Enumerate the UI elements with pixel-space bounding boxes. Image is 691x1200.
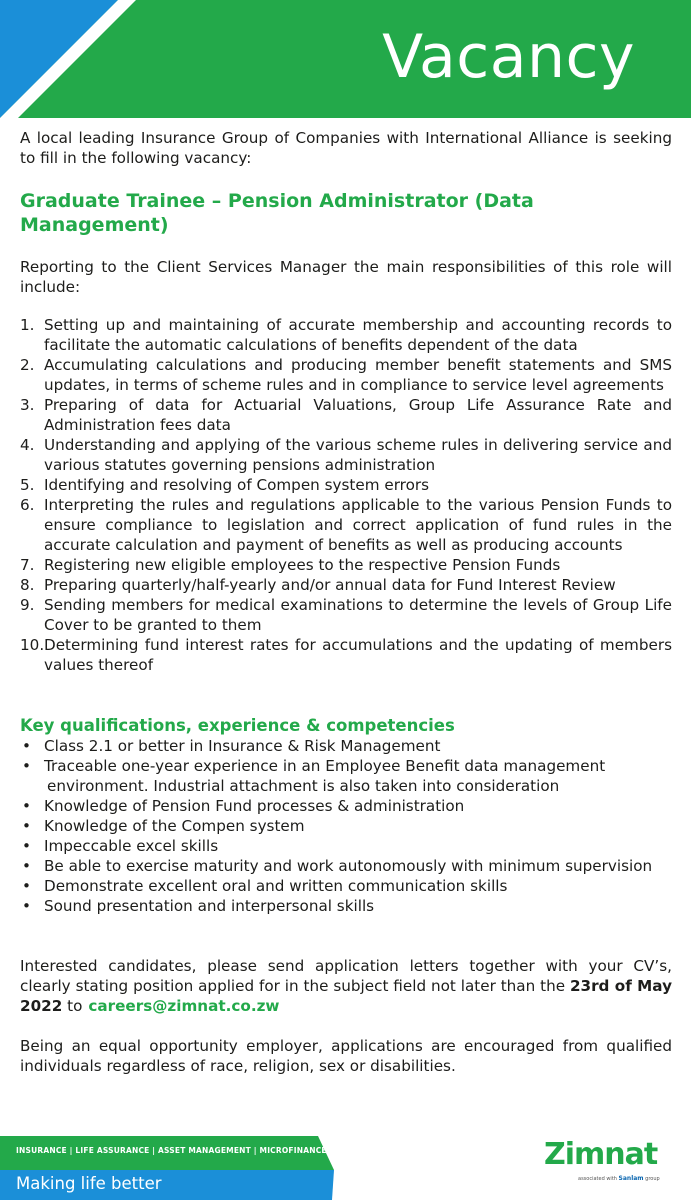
list-item [20,495,672,555]
list-item [20,395,672,435]
zimnat-logo [544,1138,672,1188]
services-list: INSURANCE | LIFE ASSURANCE | ASSET MANAGEMENT | MICROFINANCE [16,1146,327,1155]
list-item [20,635,672,675]
item-number: 1. [20,316,35,334]
logo-association [578,1175,660,1183]
item-text: Registering new eligible employees to the respective Pension Funds [44,556,561,574]
list-item [20,575,672,595]
sanlam-partner-name: Sanlam [618,1175,644,1182]
bullet-icon: • [22,857,31,875]
item-text-continued: environment. Industrial attachment is also taken into consideration [47,777,560,795]
item-text: Understanding and applying of the various scheme rules in delivering service and various statutes governing pensions administration [44,436,672,474]
application-instructions [20,956,672,1016]
application-to: to [62,997,83,1015]
item-text: Accumulating calculations and producing member benefit statements and SMS updates, in terms of scheme rules and in compliance to service level agreements [44,356,672,394]
item-text: Demonstrate excellent oral and written communication skills [44,877,508,895]
item-text: Determining fund interest rates for accumulations and the updating of members values thereof [44,636,672,674]
vacancy-content [20,128,672,1076]
qualifications-list [20,736,672,916]
responsibilities-list [20,315,672,675]
page-title: Vacancy [382,22,635,92]
header-banner [0,0,691,118]
item-text: Knowledge of Pension Fund processes & administration [44,797,465,815]
item-text: Preparing quarterly/half-yearly and/or annual data for Fund Interest Review [44,576,616,594]
item-text: Sound presentation and interpersonal skills [44,897,375,915]
item-text: Class 2.1 or better in Insurance & Risk Management [44,737,441,755]
list-item [20,435,672,475]
list-item [20,796,672,816]
item-text: Identifying and resolving of Compen system errors [44,476,430,494]
logo-wordmark: Zimnat [544,1137,658,1172]
application-deadline: 23rd of May 2022 [20,977,672,1015]
bullet-icon: • [22,897,31,915]
list-item [20,856,672,876]
item-number: 6. [20,496,35,514]
item-text: Be able to exercise maturity and work autonomously with minimum supervision [44,857,653,875]
item-text: Sending members for medical examinations to determine the levels of Group Life Cover to be granted to them [44,596,672,634]
list-item [20,355,672,395]
list-item [20,896,672,916]
careers-email-link[interactable]: careers@zimnat.co.zw [88,997,280,1015]
list-item [20,876,672,896]
item-text: Preparing of data for Actuarial Valuations, Group Life Assurance Rate and Administration fees data [44,396,672,434]
list-item [20,555,672,575]
bullet-icon: • [22,737,31,755]
item-text: Setting up and maintaining of accurate membership and accounting records to facilitate the automatic calculations of benefits dependent of the data [44,316,672,354]
bullet-icon: • [22,837,31,855]
item-number: 2. [20,356,35,374]
bullet-icon: • [22,877,31,895]
intro-paragraph: A local leading Insurance Group of Companies with International Alliance is seeking to fill in the following vacancy: [20,129,672,167]
list-item [20,836,672,856]
logo-associated-text: associated with [578,1176,617,1182]
list-item [20,595,672,635]
bullet-icon: • [22,817,31,835]
item-text: Traceable one-year experience in an Employee Benefit data management [44,757,606,775]
item-number: 8. [20,576,35,594]
list-item [20,816,672,836]
item-number: 7. [20,556,35,574]
qualifications-heading: Key qualifications, experience & competencies [20,716,455,735]
responsibilities-intro: Reporting to the Client Services Manager the main responsibilities of this role will include: [20,258,672,296]
item-number: 3. [20,396,35,414]
logo-group-text: group [645,1176,660,1182]
job-title: Graduate Trainee – Pension Administrator (Data Management) [20,190,534,236]
item-text: Impeccable excel skills [44,837,219,855]
list-item [20,756,672,796]
list-item [20,315,672,355]
item-number: 5. [20,476,35,494]
item-number: 9. [20,596,35,614]
item-number: 10. [20,636,45,654]
item-text: Knowledge of the Compen system [44,817,305,835]
bullet-icon: • [22,797,31,815]
application-text: Interested candidates, please send application letters together with your CV’s, clearly stating position applied for in the subject field not later than the [20,957,672,995]
equal-opportunity-statement: Being an equal opportunity employer, applications are encouraged from qualified individuals regardless of race, religion, sex or disabilities. [20,1037,672,1075]
list-item [20,475,672,495]
bullet-icon: • [22,757,31,775]
item-number: 4. [20,436,35,454]
list-item [20,736,672,756]
item-text: Interpreting the rules and regulations applicable to the various Pension Funds to ensure compliance to legislation and correct application of fund rules in the accurate calculation and payment of benefits as well as producing accounts [44,496,672,554]
tagline: Making life better [16,1174,162,1193]
